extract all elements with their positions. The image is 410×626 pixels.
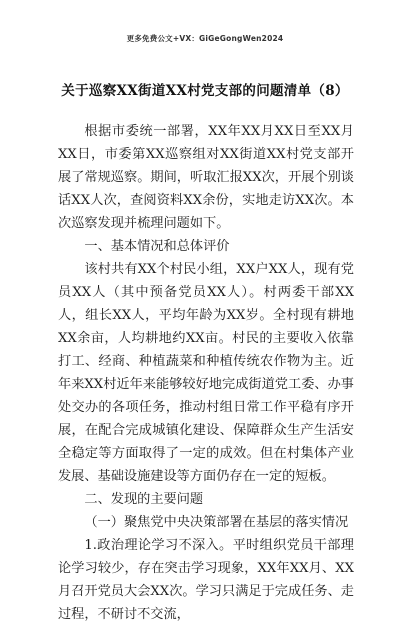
header-note: 更多免费公文+VX：GiGeGongWen2024: [126, 34, 284, 43]
section-heading-basic-info: 一、基本情况和总体评价: [84, 239, 230, 254]
intro-paragraph: 根据市委统一部署，XX年XX月XX日至XX月XX日，市委第XX巡察组对XX街道XX村党支部开展了常规巡察。期间，听取汇报XX次，开展个别谈话XX人次，查阅资料XX余份，实地走访XX次。本次巡察发现并梳理问题如下。: [58, 124, 354, 231]
document-title: 关于巡察XX街道XX村党支部的问题清单（8）: [61, 83, 349, 99]
basic-info-paragraph: 该村共有XX个村民小组，XX户XX人，现有党员XX人（其中预备党员XX人）。村两委干部XX人，组长XX人，平均年龄为XX岁。全村现有耕地XX余亩，人均耕地约XX亩。村民的主要收入依靠打工、经商、种植蔬菜和种植传统农作物为主。近年来XX村近年来能够较好地完成街道党工委、办事处交办的各项任务，推动村组日常工作平稳有序开展，在配合完成城镇化建设、保障群众生产生活安全稳定等方面取得了一定的成效。但在村集体产业发展、基础设施建设等方面仍存在一定的短板。: [58, 262, 354, 484]
section-heading-main-problems: 二、发现的主要问题: [84, 492, 204, 507]
problem-item-1: 1.政治理论学习不深入。平时组织党员干部理论学习较少，存在突击学习现象，XX年XX月、XX月召开党员大会XX次。学习只满足于完成任务、走过程，不研讨不交流，: [58, 538, 354, 622]
document-body: [58, 120, 354, 626]
subsection-heading-1: （一）聚焦党中央决策部署在基层的落实情况: [84, 515, 349, 530]
